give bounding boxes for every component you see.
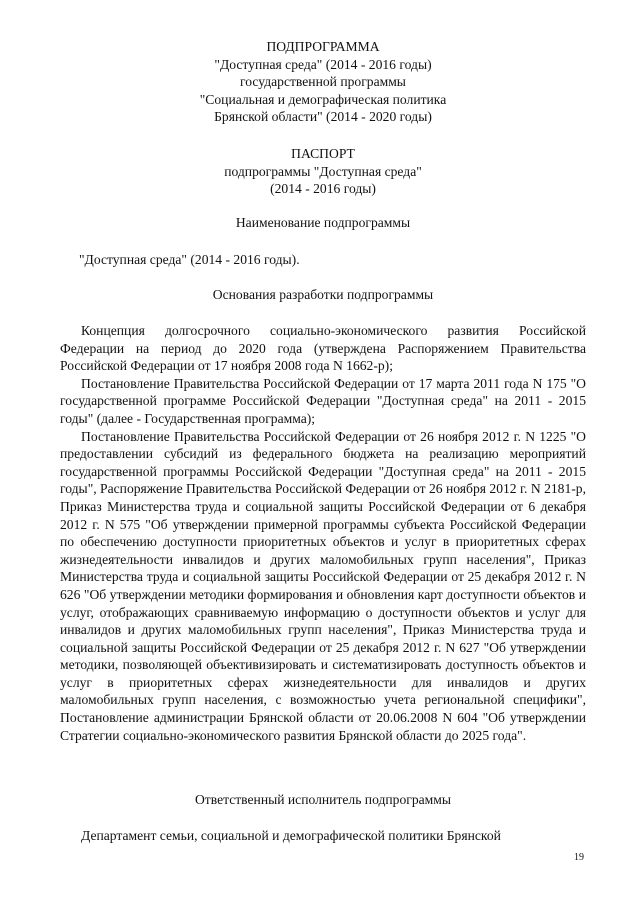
passport-line: подпрограммы "Доступная среда" <box>224 163 422 179</box>
passport-heading <box>60 145 586 198</box>
title-line: "Социальная и демографическая политика <box>199 91 447 107</box>
basis-paragraph: Постановление Правительства Российской Федерации от 17 марта 2011 года N 175 "О государственной программе Российской Федерации "Доступная среда" на 2011 - 2015 годы" (далее - Государственная программа); <box>60 375 586 426</box>
basis-text <box>60 322 586 744</box>
subprogram-name-text: "Доступная среда" (2014 - 2016 годы). <box>79 252 300 267</box>
title-line: "Доступная среда" (2014 - 2016 годы) <box>214 56 432 72</box>
basis-paragraph: Концепция долгосрочного социально-экономического развития Российской Федерации на период до 2020 года (утверждена Распоряжением Правительства Российской Федерации от 17 ноября 2008 года N 1662-р); <box>60 323 586 374</box>
passport-line: (2014 - 2016 годы) <box>270 181 376 197</box>
executor-paragraph: Департамент семьи, социальной и демографической политики Брянской <box>81 828 501 843</box>
section-heading-name: Наименование подпрограммы <box>235 215 411 230</box>
section-heading-basis: Основания разработки подпрограммы <box>212 287 434 302</box>
executor-text <box>60 827 586 845</box>
section-heading-executor: Ответственный исполнитель подпрограммы <box>194 792 452 807</box>
page-number: 19 <box>574 852 584 863</box>
title-line: государственной программы <box>240 74 406 90</box>
passport-line: ПАСПОРТ <box>291 146 355 161</box>
title-line: Брянской области" (2014 - 2020 годы) <box>214 109 432 125</box>
title-line: ПОДПРОГРАММА <box>266 39 380 54</box>
subprogram-name <box>60 251 586 269</box>
program-title <box>60 38 586 126</box>
basis-paragraph: Постановление Правительства Российской Федерации от 26 ноября 2012 г. N 1225 "О предоставлении субсидий из федерального бюджета на реализацию мероприятий государственной программы Российской Федерации "Доступная среда" на 2011 - 2015 годы", Распоряжение Правительства Российской Федерации от 26 ноября 2012 г. N 2181-р, Приказ Министерства труда и социальной защиты Российской Федерации от 6 декабря 2012 г. N 575 "Об утверждении примерной программы субъекта Российской Федерации по обеспечению доступности приоритетных объектов и услуг в приоритетных сферах жизнедеятельности инвалидов и других маломобильных групп населения", Приказ Министерства труда и социальной защиты Российской Федерации от 25 декабря 2012 г. N 626 "Об утверждении методики формирования и обновления карт доступности объектов и услуг, отображающих сравниваемую информацию о доступности объектов и услуг для инвалидов и других маломобильных групп населения", Приказ Министерства труда и социальной защиты Российской Федерации от 25 декабря 2012 г. N 627 "Об утверждении методики, позволяющей объективизировать и систематизировать доступность объектов и услуг в приоритетных сферах жизнедеятельности для инвалидов и других маломобильных групп населения, с возможностью учета региональной специфики", Постановление администрации Брянской области от 20.06.2008 N 604 "Об утверждении Стратегии социально-экономического развития Брянской области до 2025 года". <box>60 428 586 743</box>
